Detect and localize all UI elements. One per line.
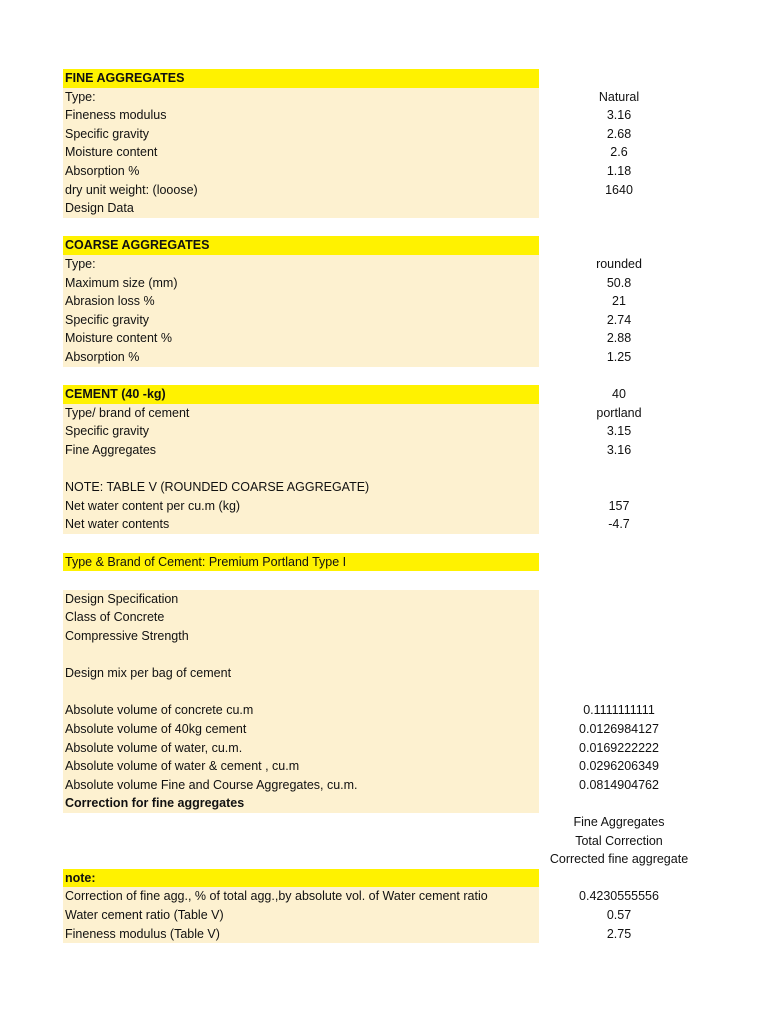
row-label: Absorption % [63, 162, 539, 181]
row-label: Net water contents [63, 515, 539, 534]
row-label: Specific gravity [63, 311, 539, 330]
row-value: 1.18 [606, 164, 632, 178]
row-label: Correction of fine agg., % of total agg.,by absolute vol. of Water cement ratio [63, 887, 539, 906]
abs-vol-water-cement-row [63, 757, 723, 776]
row-value: 0.1111111111 [583, 703, 655, 718]
row-value: 0.0814904762 [579, 777, 659, 792]
corrected-fine-row [63, 850, 723, 869]
coarse-absorption-row [63, 348, 723, 367]
row-value: 3.15 [606, 424, 632, 439]
row-label: Absorption % [63, 348, 539, 367]
row-label: Fine Aggregates [63, 441, 539, 460]
row-label [63, 683, 539, 702]
design-compressive-row [63, 627, 723, 646]
row-label: Absolute volume of water & cement , cu.m [63, 757, 539, 776]
fine-aggregates-text-row [63, 813, 723, 832]
row-label: Compressive Strength [63, 627, 539, 646]
row-label: Correction for fine aggregates [63, 794, 539, 813]
note-header-row [63, 869, 723, 888]
abs-vol-aggregates-row [63, 776, 723, 795]
section-header: Type & Brand of Cement: Premium Portland Type I [63, 553, 539, 572]
cement-specific-gravity-row [63, 422, 723, 441]
row-value: 50.8 [606, 275, 632, 290]
note-fineness-row [63, 925, 723, 944]
design-blank-row-2 [63, 683, 723, 702]
row-value: 2.74 [606, 312, 632, 327]
row-label: Class of Concrete [63, 608, 539, 627]
coarse-specific-gravity-row [63, 311, 723, 330]
fine-aggregates-header-row [63, 69, 723, 88]
cement-note-row [63, 478, 723, 497]
row-label: Absolute volume Fine and Course Aggregates, cu.m. [63, 776, 539, 795]
row-label: Specific gravity [63, 125, 539, 144]
fine-dry-unit-weight-row [63, 181, 723, 200]
fine-specific-gravity-row [63, 125, 723, 144]
row-label: Net water content per cu.m (kg) [63, 497, 539, 516]
fine-design-data-row [63, 199, 723, 218]
row-value: 2.68 [606, 126, 632, 141]
row-label: NOTE: TABLE V (ROUNDED COARSE AGGREGATE) [63, 478, 539, 497]
row-label: Fineness modulus [63, 106, 539, 125]
abs-vol-concrete-row [63, 701, 723, 720]
cement-fine-aggregates-row [63, 441, 723, 460]
row-label: Specific gravity [63, 422, 539, 441]
row-label [63, 646, 539, 665]
cement-brand-header-row [63, 553, 723, 572]
cement-header-row [63, 385, 723, 404]
row-value: 40 [612, 387, 626, 402]
row-value: portland [596, 405, 642, 420]
total-correction-row [63, 832, 723, 851]
row-value: 1.25 [606, 350, 632, 364]
row-value: 1640 [605, 182, 633, 197]
row-value: 0.4230555556 [579, 889, 659, 904]
row-label: dry unit weight: (looose) [63, 181, 539, 200]
row-value: 0.0126984127 [579, 722, 659, 736]
row-value: 0.57 [606, 908, 632, 922]
row-label: Design Specification [63, 590, 539, 609]
section-header: CEMENT (40 -kg) [63, 385, 539, 404]
section-header: FINE AGGREGATES [63, 69, 539, 88]
row-label: Fineness modulus (Table V) [63, 925, 539, 944]
row-value: rounded [596, 257, 642, 271]
coarse-moisture-row [63, 329, 723, 348]
design-spec-row [63, 590, 723, 609]
row-value: 21 [612, 294, 626, 309]
design-blank-row-1 [63, 646, 723, 665]
row-value: 0.0296206349 [579, 759, 659, 774]
fine-moisture-row [63, 143, 723, 162]
row-label: Moisture content % [63, 329, 539, 348]
cement-brand-row [63, 404, 723, 423]
cement-net-water-contents-row [63, 515, 723, 534]
row-label: Absolute volume of 40kg cement [63, 720, 539, 739]
row-label: Maximum size (mm) [63, 274, 539, 293]
cement-net-water-content-row [63, 497, 723, 516]
row-value: 3.16 [606, 443, 632, 457]
design-class-row [63, 608, 723, 627]
row-value: -4.7 [608, 517, 630, 532]
row-label: Abrasion loss % [63, 292, 539, 311]
row-value: Natural [598, 89, 640, 104]
row-label: Design mix per bag of cement [63, 664, 539, 683]
note-wcr-row [63, 906, 723, 925]
coarse-type-row [63, 255, 723, 274]
row-value: 3.16 [606, 108, 632, 123]
row-value: 2.6 [610, 145, 628, 160]
design-mix-row [63, 664, 723, 683]
correction-fine-row [63, 794, 723, 813]
section-header: COARSE AGGREGATES [63, 236, 539, 255]
row-value: Corrected fine aggregate [549, 852, 689, 867]
row-value: Fine Aggregates [573, 815, 665, 829]
row-label: Absolute volume of concrete cu.m [63, 701, 539, 720]
coarse-abrasion-row [63, 292, 723, 311]
row-label: Water cement ratio (Table V) [63, 906, 539, 925]
coarse-aggregates-header-row [63, 236, 723, 255]
row-label: Type: [63, 255, 539, 274]
row-value: 157 [608, 498, 630, 513]
fine-fineness-row [63, 106, 723, 125]
row-value: Total Correction [575, 833, 663, 848]
section-header: note: [63, 869, 539, 888]
row-label: Moisture content [63, 143, 539, 162]
row-value: 2.75 [606, 926, 632, 941]
abs-vol-water-row [63, 739, 723, 758]
row-label: Absolute volume of water, cu.m. [63, 739, 539, 758]
row-label: Type/ brand of cement [63, 404, 539, 423]
abs-vol-cement-row [63, 720, 723, 739]
coarse-max-size-row [63, 274, 723, 293]
row-value: 2.88 [606, 331, 632, 346]
row-label: Design Data [63, 199, 539, 218]
note-correction-row [63, 887, 723, 906]
row-label [63, 460, 539, 479]
fine-absorption-row [63, 162, 723, 181]
row-label: Type: [63, 88, 539, 107]
cement-blank-row [63, 460, 723, 479]
row-value: 0.0169222222 [579, 740, 659, 755]
fine-type-row [63, 88, 723, 107]
